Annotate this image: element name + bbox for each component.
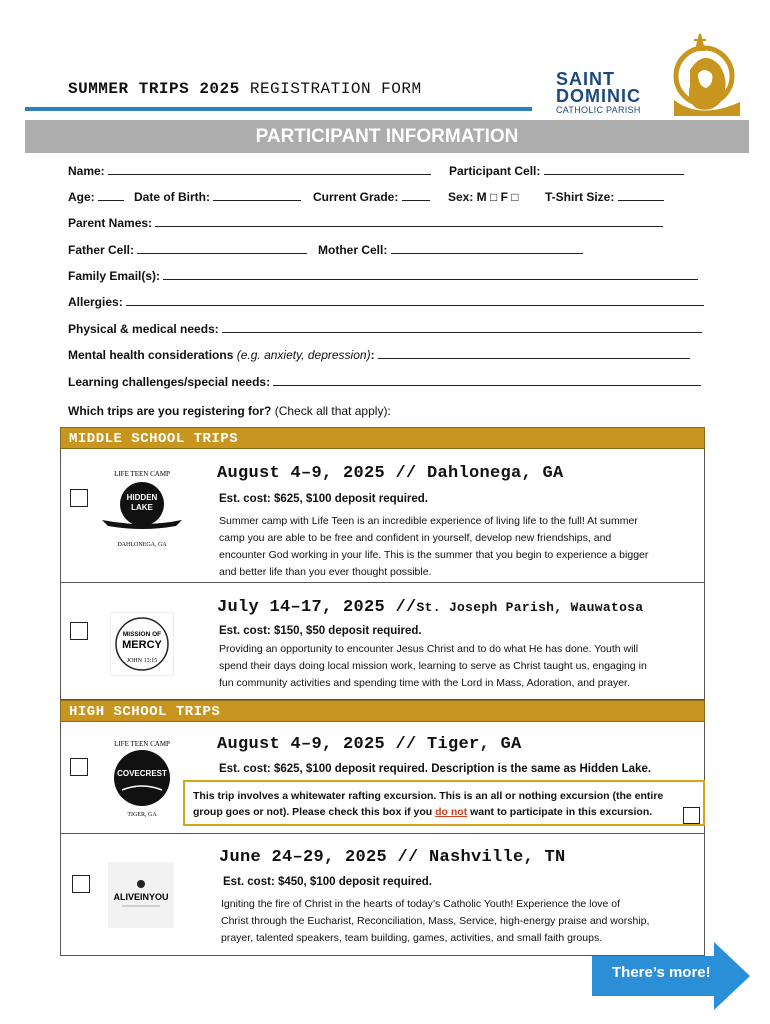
alive-in-you-badge-text: ALIVEINYOU (113, 892, 169, 902)
mental-health-hint: (e.g. anxiety, depression) (236, 348, 371, 362)
hidden-lake-desc-line: encounter God working in your life. This is the summer that you begin to experience a bigger (219, 549, 649, 561)
hidden-lake-badge-line2: LAKE (131, 503, 153, 512)
rafting-opt-out-checkbox[interactable] (683, 807, 700, 824)
covecrest-badge-mid: COVECREST (117, 769, 167, 778)
dob-label: Date of Birth: (134, 190, 210, 204)
age-label: Age: (68, 190, 95, 204)
hidden-lake-desc-line: camp you are able to be free and confident in yourself, develop new friendships, and (219, 532, 612, 544)
logo-parish: CATHOLIC PARISH (556, 105, 641, 115)
allergies-label: Allergies: (68, 295, 123, 309)
mercy-desc-line: Providing an opportunity to encounter Jesus Christ and to do what He has done. Youth will (219, 643, 639, 655)
rafting-notice (183, 780, 705, 826)
rafting-notice-text: group goes or not). Please check this box if you (193, 806, 433, 818)
nashville-description (221, 896, 701, 947)
father-cell-label: Father Cell: (68, 243, 135, 257)
participant-cell-field[interactable] (449, 164, 684, 178)
logo-dominic: DOMINIC (556, 86, 641, 106)
hidden-lake-title: August 4–9, 2025 // Dahlonega, GA (217, 464, 564, 483)
tshirt-label: T-Shirt Size: (545, 190, 615, 204)
nashville-cost: Est. cost: $450, $100 deposit required. (223, 876, 432, 888)
participant-cell-label: Participant Cell: (449, 164, 541, 178)
mental-health-field[interactable]: Mental health considerations (e.g. anxiety, depression): (68, 348, 690, 362)
mission-of-mercy-description (219, 641, 699, 692)
hidden-lake-description (219, 513, 699, 581)
allergies-field[interactable] (68, 295, 704, 309)
theres-more-label: There’s more! (612, 964, 711, 981)
family-email-field[interactable] (68, 269, 698, 283)
which-trips-label: Which trips are you registering for? (68, 404, 272, 418)
hidden-lake-badge-top: LIFE TEEN CAMP (114, 470, 170, 478)
hidden-lake-desc-line: and better life than you ever thought possible. (219, 566, 432, 578)
mother-cell-field[interactable] (318, 243, 583, 257)
hidden-lake-cost: Est. cost: $625, $100 deposit required. (219, 493, 428, 505)
medical-needs-label: Physical & medical needs: (68, 322, 219, 336)
parish-logo (548, 30, 744, 120)
nashville-desc-line: Christ through the Eucharist, Reconciliation, Mass, Service, high-energy praise and worship, (221, 915, 650, 927)
sex-checkboxes[interactable] (448, 190, 519, 204)
mercy-title-location: St. Joseph Parish, Wauwatosa (416, 600, 644, 615)
alive-in-you-logo (108, 862, 174, 928)
rafting-notice-line1: This trip involves a whitewater rafting excursion. This is an all or nothing excursion (the entire (193, 790, 664, 802)
header-rule (25, 107, 532, 111)
grade-label: Current Grade: (313, 190, 399, 204)
mission-of-mercy-cost: Est. cost: $150, $50 deposit required. (219, 625, 422, 637)
family-email-label: Family Email(s): (68, 269, 161, 283)
rafting-notice-text-end: want to participate in this excursion. (467, 806, 653, 818)
parent-names-label: Parent Names: (68, 216, 153, 230)
covecrest-badge-top: LIFE TEEN CAMP (114, 740, 170, 748)
form-title (68, 80, 422, 98)
nashville-title: June 24–29, 2025 // Nashville, TN (219, 848, 566, 867)
covecrest-badge-bottom: TIGER, GA (127, 812, 157, 818)
covecrest-cost: Est. cost: $625, $100 deposit required. Description is the same as Hidden Lake. (219, 763, 652, 775)
form-title-bold: SUMMER TRIPS 2025 (68, 80, 240, 98)
hidden-lake-checkbox[interactable] (70, 489, 88, 507)
mercy-desc-line: fun community activities and spending time with the Lord in Mass, Adoration, and prayer. (219, 677, 630, 689)
hidden-lake-logo (96, 462, 188, 552)
name-label: Name: (68, 164, 105, 178)
mercy-badge-mid: MERCY (122, 639, 162, 651)
tshirt-size-field[interactable] (545, 190, 664, 204)
mental-health-label: Mental health considerations (68, 348, 234, 362)
mercy-title-main: July 14–17, 2025 // (217, 598, 417, 617)
high-school-header: HIGH SCHOOL TRIPS (60, 700, 705, 722)
sex-label: Sex: M □ F □ (448, 190, 519, 204)
covecrest-title: August 4–9, 2025 // Tiger, GA (217, 735, 522, 754)
father-cell-field[interactable] (68, 243, 307, 257)
middle-school-header: MIDDLE SCHOOL TRIPS (60, 427, 705, 449)
medical-needs-field[interactable] (68, 322, 702, 336)
covecrest-logo (100, 734, 184, 820)
grade-field[interactable] (313, 190, 430, 204)
hidden-lake-desc-line: Summer camp with Life Teen is an incredible experience of living life to the full! At summer (219, 515, 638, 527)
form-title-rest: REGISTRATION FORM (249, 80, 422, 98)
mercy-badge-top: MISSION OF (122, 631, 162, 638)
mercy-desc-line: spend their days doing local mission work, learning to serve as Christ taught us, engaging in (219, 660, 647, 672)
saint-dominic-emblem-icon (660, 30, 744, 116)
parent-names-field[interactable] (68, 216, 663, 230)
participant-info-banner: PARTICIPANT INFORMATION (25, 120, 749, 153)
mission-of-mercy-logo (110, 612, 174, 676)
mother-cell-label: Mother Cell: (318, 243, 388, 257)
logo-saint: SAINT (556, 69, 615, 89)
mission-of-mercy-checkbox[interactable] (70, 622, 88, 640)
nashville-desc-line: Igniting the fire of Christ in the hearts of today’s Catholic Youth! Experience the love of (221, 898, 621, 910)
which-trips-hint: (Check all that apply): (274, 404, 391, 418)
rafting-do-not-emphasis: do not (435, 806, 468, 818)
which-trips-prompt (68, 404, 391, 418)
nashville-desc-line: prayer, talented speakers, team building, games, activities, and small faith groups. (221, 932, 603, 944)
rafting-notice-line2 (193, 804, 695, 820)
covecrest-checkbox[interactable] (70, 758, 88, 776)
dob-field[interactable] (134, 190, 301, 204)
age-field[interactable] (68, 190, 124, 204)
hidden-lake-badge-line1: HIDDEN (126, 493, 158, 502)
hidden-lake-badge-bottom: DAHLONEGA, GA (117, 542, 167, 548)
mercy-badge-bottom: JOHN 13:15 (126, 658, 158, 664)
learning-challenges-field[interactable] (68, 375, 701, 389)
learning-challenges-label: Learning challenges/special needs: (68, 375, 271, 389)
nashville-checkbox[interactable] (72, 875, 90, 893)
name-field[interactable] (68, 164, 431, 178)
mission-of-mercy-title (217, 598, 643, 617)
